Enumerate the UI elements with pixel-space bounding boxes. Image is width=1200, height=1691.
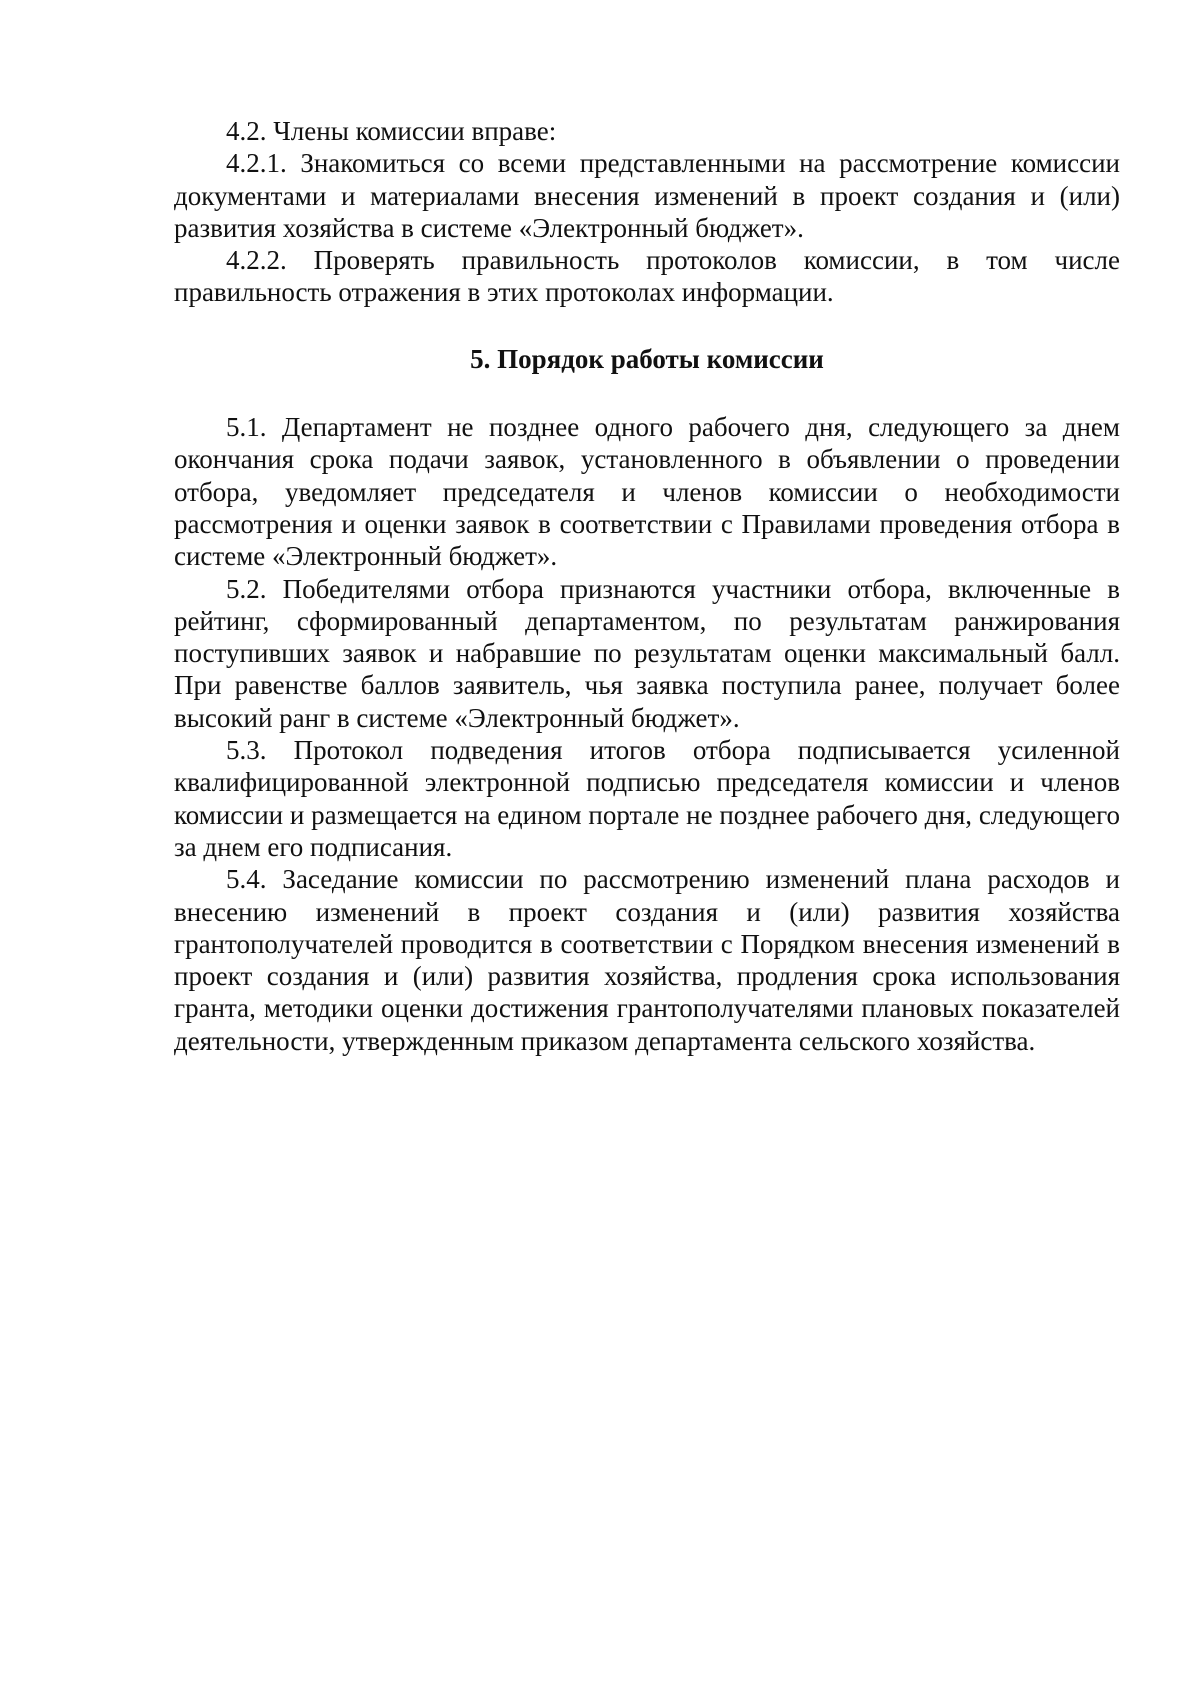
paragraph-5-1: 5.1. Департамент не позднее одного рабочего дня, следующего за днем окончания срока подачи заявок, установленного в объявлении о проведении отбора, уведомляет председателя и членов комиссии о необходимости рассмотрения и оценки заявок в соответствии с Правилами проведения отбора в системе «Электронный бюджет». xyxy=(174,412,1120,572)
paragraph-4-2-1: 4.2.1. Знакомиться со всеми представленными на рассмотрение комиссии документами и материалами внесения изменений в проект создания и (или) развития хозяйства в системе «Электронный бюджет». xyxy=(174,148,1120,243)
paragraph-4-2: 4.2. Члены комиссии вправе: xyxy=(226,116,557,146)
paragraph-5-3: 5.3. Протокол подведения итогов отбора подписывается усиленной квалифицированной электронной подписью председателя комиссии и членов комиссии и размещается на едином портале не позднее рабочего дня, следующего за днем его подписания. xyxy=(174,735,1120,862)
paragraph-5-2: 5.2. Победителями отбора признаются участники отбора, включенные в рейтинг, сформированный департаментом, по результатам ранжирования поступивших заявок и набравшие по результатам оценки максимальный балл. При равенстве баллов заявитель, чья заявка поступила ранее, получает более высокий ранг в системе «Электронный бюджет». xyxy=(174,573,1120,733)
section-5-heading: 5. Порядок работы комиссии xyxy=(470,343,824,374)
paragraph-5-4: 5.4. Заседание комиссии по рассмотрению изменений плана расходов и внесению изменений в проект создания и (или) развития хозяйства грантополучателей проводится в соответствии с Порядком внесения изменений в проект создания и (или) развития хозяйства, продления срока использования гранта, методики оценки достижения грантополучателями плановых показателей деятельности, утвержденным приказом департамента сельского хозяйства. xyxy=(174,864,1120,1056)
document-body xyxy=(174,115,1120,1057)
paragraph-4-2-2: 4.2.2. Проверять правильность протоколов комиссии, в том числе правильность отражения в этих протоколах информации. xyxy=(174,245,1120,308)
